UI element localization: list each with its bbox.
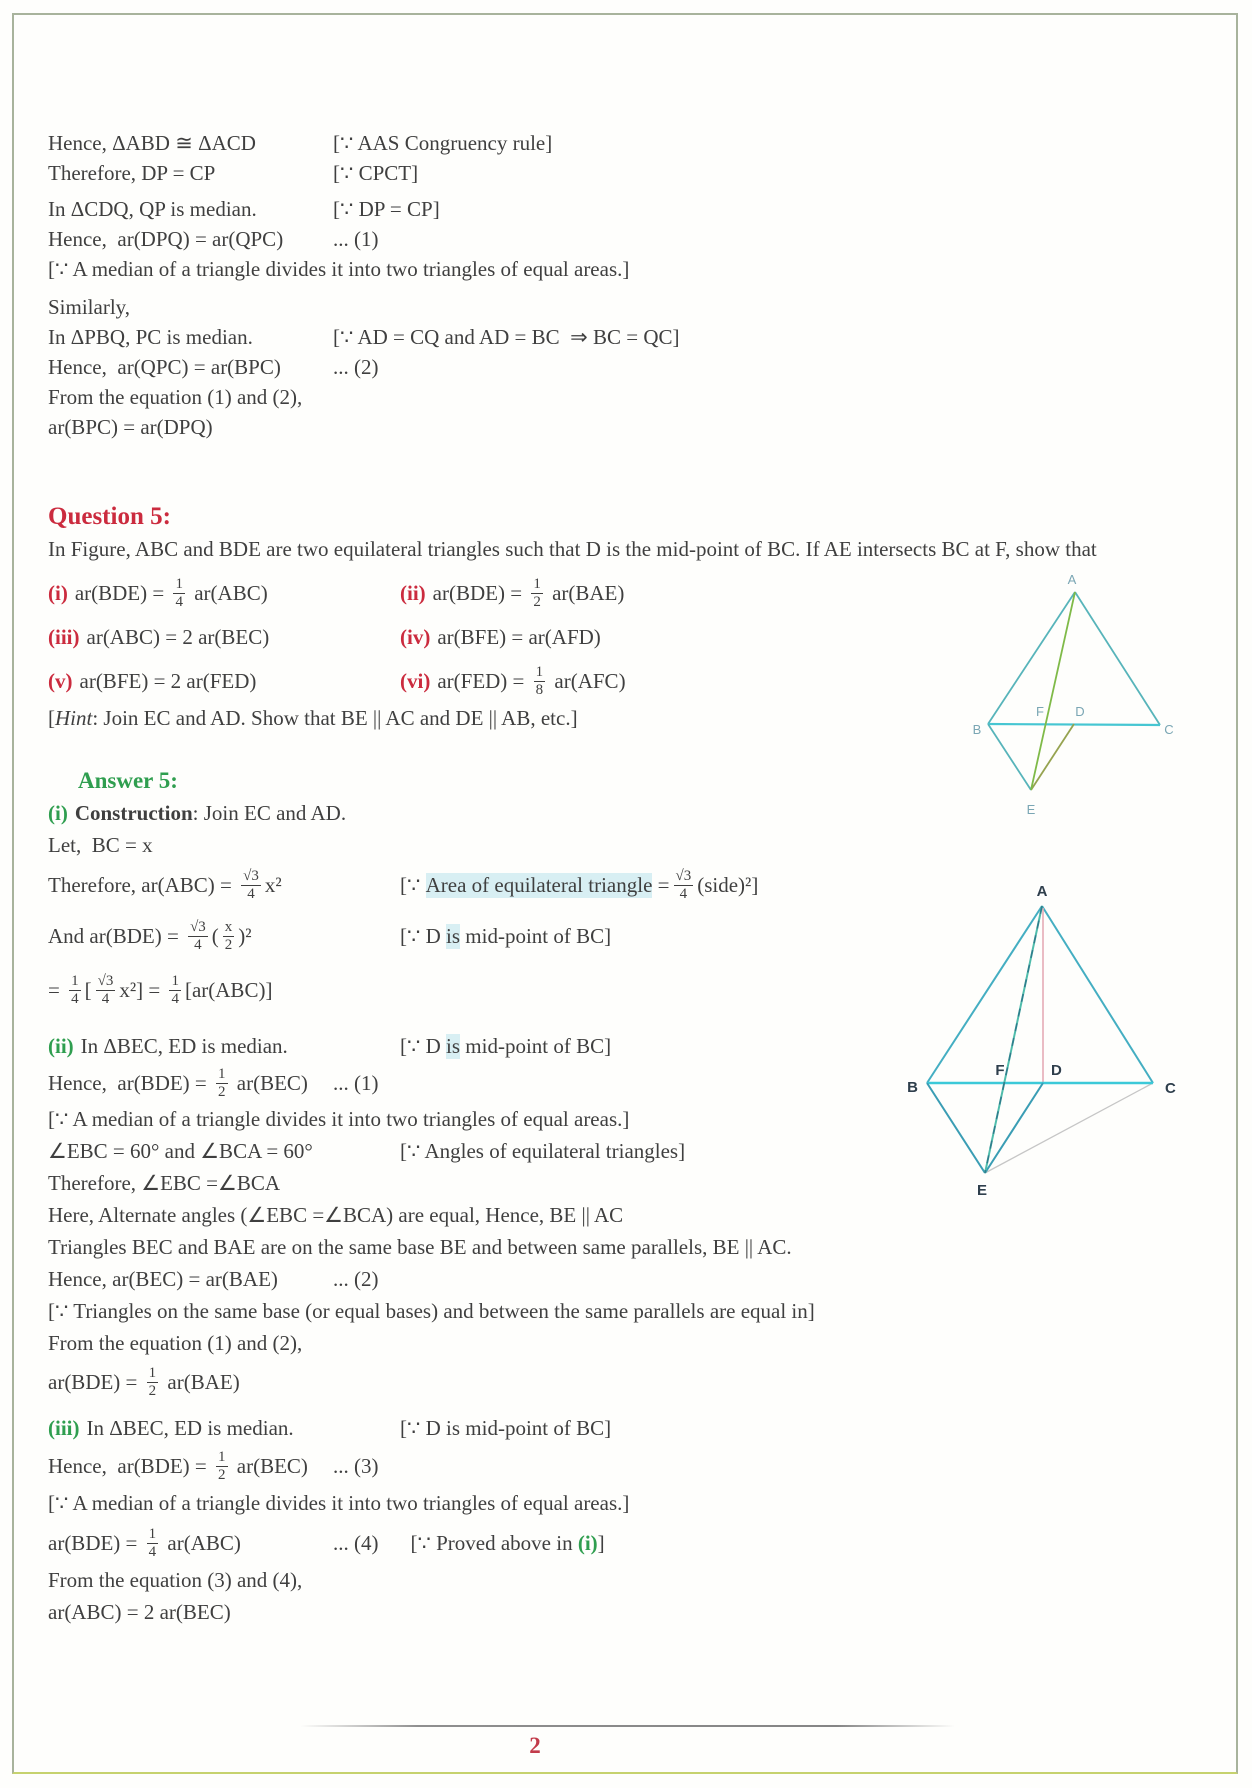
part-ii-line bbox=[48, 1232, 1213, 1264]
vertex-label-C: C bbox=[1165, 1080, 1176, 1097]
part-iii-hence-line bbox=[48, 1444, 1213, 1488]
part-marker: (ii) bbox=[400, 580, 426, 605]
line-AB bbox=[927, 906, 1042, 1083]
fraction: $\frac{1}{4}$ bbox=[148, 1525, 157, 1560]
statement: Triangles BEC and BAE are on the same base BE and between same parallels, BE || AC. bbox=[48, 1235, 792, 1259]
answer-figure-triangle-diagram bbox=[896, 876, 1206, 1211]
fraction: $\frac{1}{8}$ bbox=[535, 663, 544, 698]
part-marker: (iv) bbox=[400, 624, 431, 649]
reason bbox=[400, 868, 758, 903]
vertex-label-A: A bbox=[1036, 883, 1048, 900]
statement: In ΔPBQ, PC is median. bbox=[48, 325, 253, 349]
equation-text: = bbox=[48, 977, 66, 1002]
vertex-label-D: D bbox=[1075, 704, 1085, 719]
statement bbox=[48, 1416, 400, 1441]
footer-divider bbox=[300, 1725, 955, 1727]
reason: [∵ A median of a triangle divides it into two triangles of equal areas.] bbox=[48, 1491, 630, 1515]
part-ii-reason bbox=[48, 1296, 1213, 1328]
fraction: $\frac{x}{2}$ bbox=[224, 918, 233, 953]
fraction: $\frac{1}{2}$ bbox=[218, 1065, 226, 1100]
fraction: $\frac{1}{4}$ bbox=[175, 575, 183, 610]
highlighted-text: is bbox=[446, 923, 461, 948]
equation-text: ar(ABC) = 2 ar(BEC) bbox=[86, 624, 270, 649]
vertex-label-D: D bbox=[1051, 1062, 1062, 1079]
fraction: $\frac{1}{2}$ bbox=[218, 1448, 226, 1483]
equation-number: ... (2) bbox=[333, 355, 379, 379]
reason-text: [∵ Proved above in bbox=[400, 1530, 578, 1555]
part-iii-eq4-line bbox=[48, 1521, 1213, 1565]
part-ii-conclusion bbox=[48, 1360, 1213, 1404]
reason bbox=[400, 1034, 611, 1059]
equation-text: ar(BEC) bbox=[231, 1453, 308, 1478]
part-marker: (ii) bbox=[48, 1033, 74, 1058]
statement: Let, BC = x bbox=[48, 833, 153, 857]
reason: [∵ A median of a triangle divides it into two triangles of equal areas.] bbox=[48, 1107, 630, 1131]
reason bbox=[400, 924, 611, 949]
equation-number: ... (3) bbox=[333, 1453, 379, 1478]
equation-text: ar(AFC) bbox=[549, 668, 626, 693]
line-AC bbox=[1042, 906, 1153, 1083]
proof-line bbox=[48, 224, 1213, 254]
part-iii-conclusion bbox=[48, 1597, 1213, 1629]
reason: [∵ A median of a triangle divides it into two triangles of equal areas.] bbox=[48, 257, 630, 281]
statement: Here, Alternate angles (∠EBC =∠BCA) are equal, Hence, BE || AC bbox=[48, 1203, 624, 1227]
statement: Similarly, bbox=[48, 295, 131, 319]
part-reference: (i) bbox=[577, 1530, 598, 1555]
line-BE bbox=[988, 724, 1031, 790]
equation-text: [ bbox=[84, 977, 92, 1002]
equation-text: ar(BDE) = bbox=[74, 580, 170, 605]
reason: [∵ DP = CP] bbox=[333, 197, 440, 221]
reason: [∵ Angles of equilateral triangles] bbox=[400, 1139, 686, 1163]
proof-line bbox=[48, 292, 1213, 322]
line-EC bbox=[985, 1083, 1153, 1173]
equation-text: And ar(BDE) = bbox=[48, 923, 185, 948]
vertex-label-F: F bbox=[1036, 704, 1044, 719]
equation: ar(ABC) = 2 ar(BEC) bbox=[48, 1600, 231, 1624]
reason: [∵ AD = CQ and AD = BC ⇒ BC = QC] bbox=[333, 325, 680, 349]
equation-text: ar(BDE) = bbox=[48, 1530, 143, 1555]
let-line bbox=[48, 830, 1213, 862]
statement: Therefore, DP = CP bbox=[48, 161, 216, 185]
statement: ∠EBC = 60° and ∠BCA = 60° bbox=[48, 1139, 313, 1163]
statement: From the equation (1) and (2), bbox=[48, 385, 303, 409]
proof-line bbox=[48, 194, 1213, 224]
reason: [∵ CPCT] bbox=[333, 161, 419, 185]
part-iii-header bbox=[48, 1412, 1213, 1444]
statement: From the equation (3) and (4), bbox=[48, 1568, 303, 1592]
equation-text: x²] = bbox=[119, 977, 166, 1002]
reason: [∵ Triangles on the same base (or equal bases) and between the same parallels are equal in] bbox=[48, 1299, 815, 1323]
equation-text: ar(BFE) = 2 ar(FED) bbox=[79, 668, 257, 693]
equation-text: [ar(ABC)] bbox=[184, 977, 273, 1002]
equation-text: Hence, ar(BDE) = bbox=[48, 1070, 213, 1095]
part-marker: (vi) bbox=[400, 668, 431, 693]
equation-text: Therefore, ar(ABC) = bbox=[48, 872, 238, 897]
equation: Hence, ar(BEC) = ar(BAE) bbox=[48, 1267, 278, 1291]
part-marker: (i) bbox=[48, 801, 68, 825]
vertex-label-B: B bbox=[972, 722, 982, 737]
equation-number: ... (1) bbox=[333, 227, 379, 251]
question-body: In Figure, ABC and BDE are two equilateral triangles such that D is the mid-point of BC. If AE intersects BC at F, show that bbox=[48, 537, 1097, 561]
statement bbox=[48, 1034, 400, 1059]
equation-text: ar(BFE) = ar(AFD) bbox=[437, 624, 601, 649]
vertex-label-F: F bbox=[995, 1062, 1005, 1079]
equation-text: ar(BDE) = bbox=[48, 1369, 143, 1394]
reason-text: mid-point of BC] bbox=[460, 923, 612, 948]
equation-number: ... (1) bbox=[333, 1070, 379, 1095]
equation-text: ( bbox=[211, 923, 219, 948]
question-part-i bbox=[48, 571, 400, 615]
question-heading: Question 5: bbox=[48, 503, 171, 530]
equation bbox=[48, 1066, 333, 1101]
equation-text: ar(BAE) bbox=[162, 1369, 240, 1394]
reason-text: [∵ D bbox=[400, 923, 447, 948]
part-marker: (iii) bbox=[48, 1415, 80, 1440]
vertex-label-C: C bbox=[1164, 722, 1174, 737]
vertex-label-E: E bbox=[976, 1182, 988, 1199]
page-number: 2 bbox=[529, 1733, 541, 1758]
part-marker: (v) bbox=[48, 668, 73, 693]
highlighted-text: Area of equilateral triangle bbox=[425, 872, 653, 897]
equation bbox=[48, 919, 400, 954]
equation-text: ar(ABC) bbox=[162, 1530, 241, 1555]
equation-number: ... (2) bbox=[333, 1267, 379, 1291]
reason-text: [∵ D bbox=[400, 1033, 447, 1058]
vertex-label-E: E bbox=[1026, 802, 1036, 817]
equation-number: ... (4) bbox=[333, 1530, 379, 1555]
equation bbox=[48, 868, 400, 903]
fraction: $\frac{√3}{4}$ bbox=[190, 918, 206, 953]
statement: : Join EC and AD. bbox=[192, 801, 347, 825]
answer-heading: Answer 5: bbox=[78, 768, 178, 793]
reason-text: ] bbox=[597, 1530, 605, 1555]
question-part-iii bbox=[48, 615, 400, 659]
equation bbox=[48, 1526, 333, 1561]
reason: [∵ AAS Congruency rule] bbox=[333, 131, 553, 155]
line-AC bbox=[1075, 592, 1160, 725]
fraction: $\frac{1}{4}$ bbox=[71, 972, 79, 1007]
equation-text: ar(BDE) = bbox=[432, 580, 528, 605]
line-BE bbox=[927, 1083, 985, 1173]
statement: Hence, ar(QPC) = ar(BPC) bbox=[48, 355, 281, 379]
part-iii-line bbox=[48, 1565, 1213, 1597]
part-ii-line bbox=[48, 1328, 1213, 1360]
line-AB bbox=[988, 592, 1075, 724]
reason bbox=[400, 1531, 605, 1556]
reason: [∵ D is mid-point of BC] bbox=[400, 1415, 612, 1440]
proof-line bbox=[48, 322, 1213, 352]
vertex-label-B: B bbox=[907, 1079, 918, 1096]
part-iii-reason bbox=[48, 1488, 1213, 1521]
fraction: $\frac{1}{2}$ bbox=[533, 575, 541, 610]
proof-line bbox=[48, 412, 1213, 442]
equation-text: ar(BEC) bbox=[231, 1070, 308, 1095]
part-marker: (iii) bbox=[48, 624, 80, 649]
part-marker: (i) bbox=[48, 580, 68, 605]
statement-text: In ΔBEC, ED is median. bbox=[86, 1415, 294, 1440]
question-part-v bbox=[48, 659, 400, 703]
equation-text: x² bbox=[264, 872, 282, 897]
question-figure-triangle-diagram bbox=[950, 556, 1190, 828]
proof-block-previous-question bbox=[48, 128, 1213, 442]
part-ii-hence2 bbox=[48, 1264, 1213, 1296]
statement: Hence, ΔABD ≅ ΔACD bbox=[48, 131, 256, 155]
equation-text: ar(ABC) bbox=[188, 580, 268, 605]
fraction: $\frac{1}{2}$ bbox=[148, 1364, 157, 1399]
equation-text: Hence, ar(BDE) = bbox=[48, 1453, 213, 1478]
reason-text: (side)²] bbox=[697, 872, 759, 897]
fraction: $\frac{√3}{4}$ bbox=[675, 867, 692, 902]
statement: Therefore, ∠EBC =∠BCA bbox=[48, 1171, 281, 1195]
equation-text: ar(FED) = bbox=[437, 668, 530, 693]
statement-text: In ΔBEC, ED is median. bbox=[80, 1033, 288, 1058]
fraction: $\frac{1}{4}$ bbox=[171, 972, 179, 1007]
hint-word: Hint bbox=[55, 706, 93, 730]
statement: In ΔCDQ, QP is median. bbox=[48, 197, 257, 221]
statement: Hence, ar(DPQ) = ar(QPC) bbox=[48, 227, 284, 251]
statement: From the equation (1) and (2), bbox=[48, 1331, 303, 1355]
equation bbox=[48, 1449, 333, 1484]
proof-line bbox=[48, 254, 1213, 284]
reason-text: [∵ bbox=[400, 872, 426, 897]
equation-text: )² bbox=[238, 923, 252, 948]
statement: ar(BPC) = ar(DPQ) bbox=[48, 415, 213, 439]
proof-line bbox=[48, 158, 1213, 188]
fraction: $\frac{√3}{4}$ bbox=[243, 867, 259, 902]
reason-text: = bbox=[652, 872, 670, 897]
reason-text: mid-point of BC] bbox=[460, 1033, 612, 1058]
proof-line bbox=[48, 382, 1213, 412]
line-AE bbox=[1031, 592, 1075, 790]
highlighted-text: is bbox=[446, 1033, 461, 1058]
equation-text: ar(BAE) bbox=[546, 580, 625, 605]
proof-line bbox=[48, 352, 1213, 382]
vertex-label-A: A bbox=[1067, 572, 1077, 587]
fraction: $\frac{√3}{4}$ bbox=[97, 972, 114, 1007]
proof-line bbox=[48, 128, 1213, 158]
construction-label: Construction bbox=[74, 801, 193, 825]
hint-text: : Join EC and AD. Show that BE || AC and DE || AB, etc.] bbox=[92, 706, 578, 730]
hint-text: [ bbox=[48, 706, 55, 730]
